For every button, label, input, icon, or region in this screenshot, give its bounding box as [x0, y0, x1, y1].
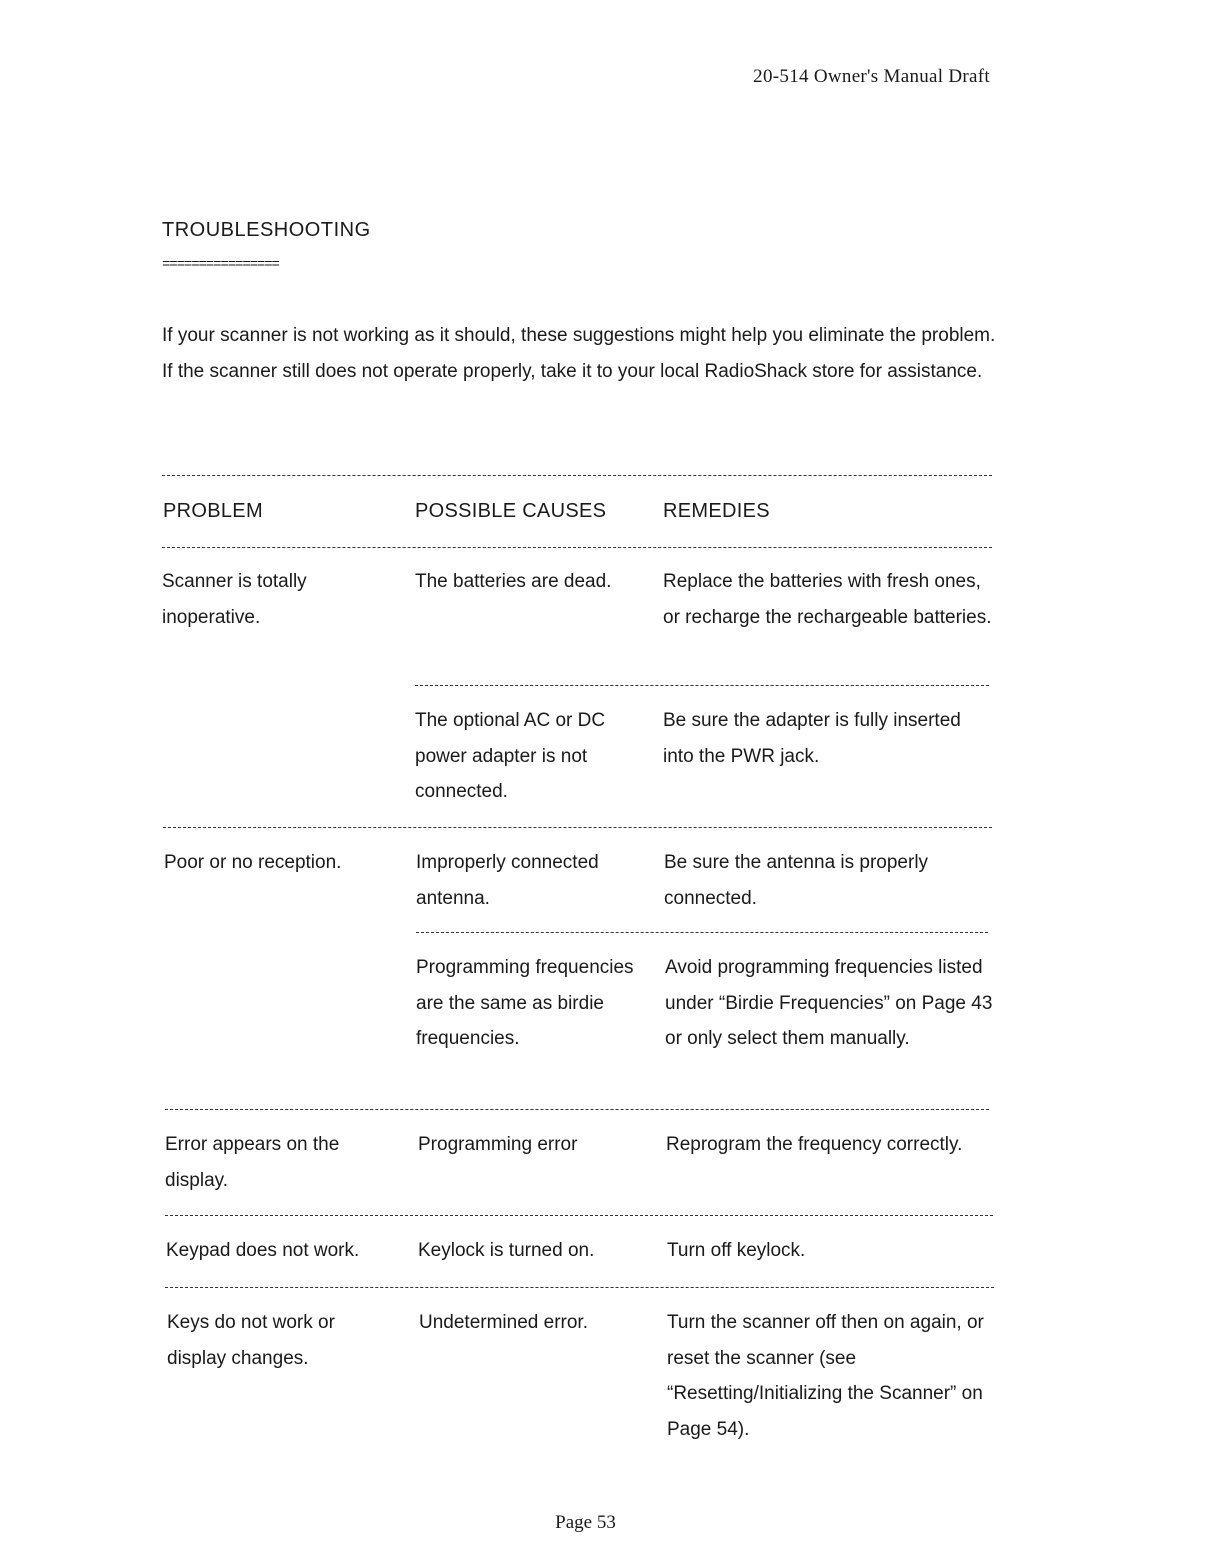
- table-divider: [165, 1109, 989, 1110]
- cause-cell: Undetermined error.: [419, 1312, 588, 1333]
- sub-divider: [415, 685, 989, 686]
- column-header-problem: PROBLEM: [163, 500, 263, 522]
- cause-cell: Keylock is turned on.: [418, 1240, 595, 1261]
- remedy-cell: Be sure the adapter is fully inserted into the PWR jack.: [663, 710, 961, 767]
- intro-paragraph: If your scanner is not working as it should, these suggestions might help you eliminate the problem. If the scanner still does not operate properly, take it to your local RadioShack store for assistance.: [162, 325, 996, 382]
- cause-cell: Programming frequencies are the same as birdie frequencies.: [416, 957, 634, 1049]
- column-header-possible-causes: POSSIBLE CAUSES: [415, 500, 607, 522]
- cause-cell: Programming error: [418, 1134, 578, 1155]
- problem-cell: Error appears on the display.: [165, 1134, 340, 1191]
- cause-cell: The optional AC or DC power adapter is not connected.: [415, 710, 606, 802]
- cause-cell: Improperly connected antenna.: [416, 852, 599, 909]
- remedy-cell: Be sure the antenna is properly connected.: [664, 852, 929, 909]
- problem-cell: Keys do not work or display changes.: [167, 1312, 335, 1369]
- problem-cell: Poor or no reception.: [164, 852, 342, 873]
- table-divider: [165, 1215, 993, 1216]
- table-divider: [162, 547, 992, 548]
- problem-cell: Keypad does not work.: [166, 1240, 360, 1261]
- table-divider: [163, 827, 992, 828]
- problem-cell: Scanner is totally inoperative.: [162, 571, 307, 628]
- section-title: TROUBLESHOOTING: [162, 219, 371, 241]
- section-title-underline: ================: [162, 257, 279, 273]
- table-divider: [165, 1287, 994, 1288]
- remedy-cell: Replace the batteries with fresh ones, or recharge the rechargeable batteries.: [663, 571, 992, 628]
- cause-cell: The batteries are dead.: [415, 571, 612, 592]
- table-divider: [162, 475, 992, 476]
- column-header-remedies: REMEDIES: [663, 500, 770, 522]
- remedy-cell: Turn off keylock.: [667, 1240, 806, 1261]
- remedy-cell: Turn the scanner off then on again, or reset the scanner (see “Resetting/Initializing the Scanner” on Page 54).: [667, 1312, 984, 1440]
- remedy-cell: Reprogram the frequency correctly.: [666, 1134, 963, 1155]
- document-header: 20-514 Owner's Manual Draft: [753, 66, 990, 87]
- page-number: Page 53: [555, 1512, 616, 1533]
- remedy-cell: Avoid programming frequencies listed under “Birdie Frequencies” on Page 43 or only select them manually.: [665, 957, 993, 1049]
- sub-divider: [416, 932, 988, 933]
